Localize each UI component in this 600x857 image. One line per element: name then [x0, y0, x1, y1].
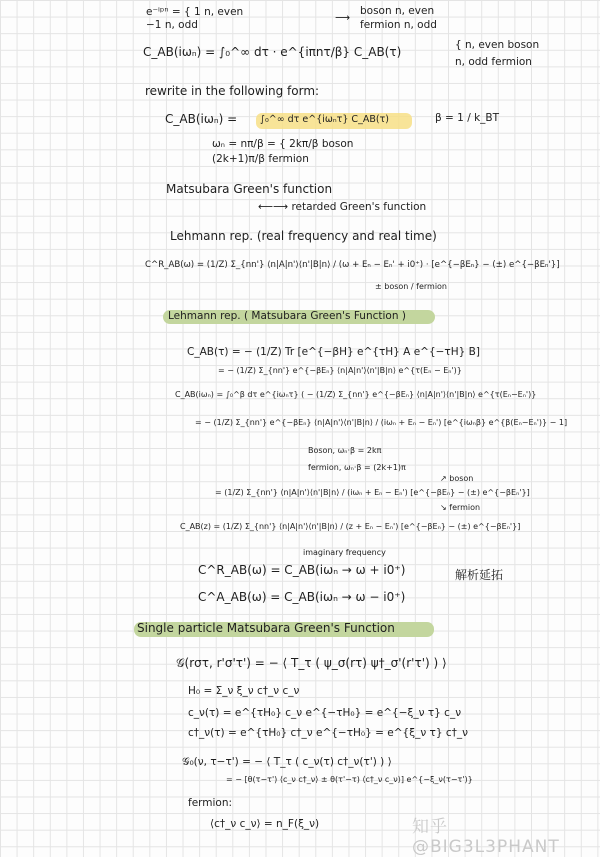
watermark: 知乎 @BIG3L3PHANT — [412, 817, 560, 857]
eq-g0-expanded: = − [θ(τ−τ') ⟨c_ν c†_ν⟩ ± θ(τ'−τ) ⟨c†_ν c_ν⟩] e^{−ξ_ν(τ−τ')} — [226, 775, 473, 784]
eq-cdagger-tau: c†_ν(τ) = e^{τH₀} c†_ν e^{−τH₀} = e^{ξ_ν τ} c†_ν — [188, 727, 469, 739]
omega-definition-fermion: (2k+1)π/β fermion — [212, 153, 309, 165]
fermion-arrow-note: ↘ fermion — [440, 503, 481, 512]
eq-g0: 𝒢₀(ν, τ−τ') = − ⟨ T_τ ( c_ν(τ) c†_ν(τ') ) ⟩ — [182, 756, 392, 768]
lehmann-matsubara-heading: Lehmann rep. ( Matsubara Green's Function ) — [168, 310, 406, 322]
fermion-label: fermion: — [188, 797, 233, 809]
eq-cab-iwn-result: = (1/Z) Σ_{nn'} ⟨n|A|n'⟩⟨n'|B|n⟩ / (iωₙ + Eₙ − Eₙ') [e^{−βEₙ} − (±) e^{−βEₙ'}] — [215, 488, 530, 497]
arrow-icon: ⟶ — [335, 12, 351, 24]
parity-case-odd: n, odd fermion — [455, 56, 532, 68]
fermion-note: fermion n, odd — [360, 19, 437, 31]
rewrite-eq-lhs: C_AB(iωₙ) = — [165, 112, 238, 126]
fermion-condition: fermion, ωₙ·β = (2k+1)π — [308, 463, 406, 472]
rewrite-eq-highlight: ∫₀^∞ dτ e^{iωₙτ} C_AB(τ) — [260, 114, 389, 125]
rewrite-label: rewrite in the following form: — [145, 84, 320, 98]
boson-arrow-note: ↗ boson — [440, 474, 474, 483]
eq-cab-iwn-integrated: = − (1/Z) Σ_{nn'} e^{−βEₙ} ⟨n|A|n'⟩⟨n'|B|n⟩ / (iωₙ + Eₙ − Eₙ') [e^{iωₙβ} e^{β(Eₙ−Eₙ')} − 1] — [195, 418, 568, 427]
eq-c-tau: c_ν(τ) = e^{τH₀} c_ν e^{−τH₀} = e^{−ξ_ν τ} c_ν — [188, 707, 462, 719]
eq-occupation: ⟨c†_ν c_ν⟩ = n_F(ξ_ν) — [210, 818, 320, 830]
eq-h0: H₀ = Σ_ν ξ_ν c†_ν c_ν — [188, 685, 300, 697]
eq-cab-iwn: C_AB(iωₙ) = ∫₀^β dτ e^{iωₙτ} ( − (1/Z) Σ_{nn'} e^{−βEₙ} ⟨n|A|n'⟩⟨n'|B|n⟩ e^{τ(Eₙ−Eₙ')} — [175, 390, 537, 399]
retarded-label: ⟵⟶ retarded Green's function — [258, 201, 427, 213]
eq-phase-cases-1: e⁻ⁱᵖⁿ = { 1 n, even — [146, 6, 244, 18]
beta-definition: β = 1 / k_BT — [435, 112, 500, 124]
boson-note: boson n, even — [360, 5, 435, 17]
parity-case-even: { n, even boson — [455, 39, 540, 51]
imaginary-frequency-label: imaginary frequency — [303, 548, 386, 557]
single-particle-heading: Single particle Matsubara Green's Function — [137, 621, 395, 635]
eq-advanced-continuation: C^A_AB(ω) = C_AB(iωₙ → ω − i0⁺) — [198, 590, 406, 604]
matsubara-label: Matsubara Green's function — [166, 182, 333, 196]
eq-cab-tau: C_AB(τ) = − (1/Z) Tr [e^{−βH} e^{τH} A e^{−τH} B] — [187, 346, 480, 358]
lehmann-real-note: ± boson / fermion — [375, 282, 447, 291]
eq-cab-z: C_AB(z) = (1/Z) Σ_{nn'} ⟨n|A|n'⟩⟨n'|B|n⟩ / (z + Eₙ − Eₙ') [e^{−βEₙ} − (±) e^{−βEₙ'}] — [180, 522, 521, 531]
eq-retarded-continuation: C^R_AB(ω) = C_AB(iωₙ → ω + i0⁺) — [198, 563, 406, 577]
eq-cab-definition: C_AB(iωₙ) = ∫₀^∞ dτ · e^{iπnτ/β} C_AB(τ) — [143, 45, 402, 59]
analytic-continuation-label: 解析延拓 — [455, 568, 504, 582]
eq-phase-cases-2: −1 n, odd — [146, 19, 198, 31]
boson-condition: Boson, ωₙ·β = 2kπ — [308, 446, 382, 455]
eq-cab-tau-expanded: = − (1/Z) Σ_{nn'} e^{−βEₙ} ⟨n|A|n'⟩⟨n'|B|n⟩ e^{τ(Eₙ − Eₙ')} — [218, 366, 462, 375]
lehmann-real-eq: C^R_AB(ω) = (1/Z) Σ_{nn'} ⟨n|A|n'⟩⟨n'|B|n⟩ / (ω + Eₙ − Eₙ' + i0⁺) · [e^{−βEₙ} − (±) e^{−βEₙ'}] — [145, 260, 560, 270]
eq-green-function: 𝒢(rστ, r'σ'τ') = − ⟨ T_τ ( ψ_σ(rτ) ψ†_σ'(r'τ') ) ⟩ — [176, 656, 447, 670]
lehmann-real-label: Lehmann rep. (real frequency and real time) — [170, 229, 437, 243]
omega-definition: ωₙ = nπ/β = { 2kπ/β boson — [212, 138, 354, 150]
